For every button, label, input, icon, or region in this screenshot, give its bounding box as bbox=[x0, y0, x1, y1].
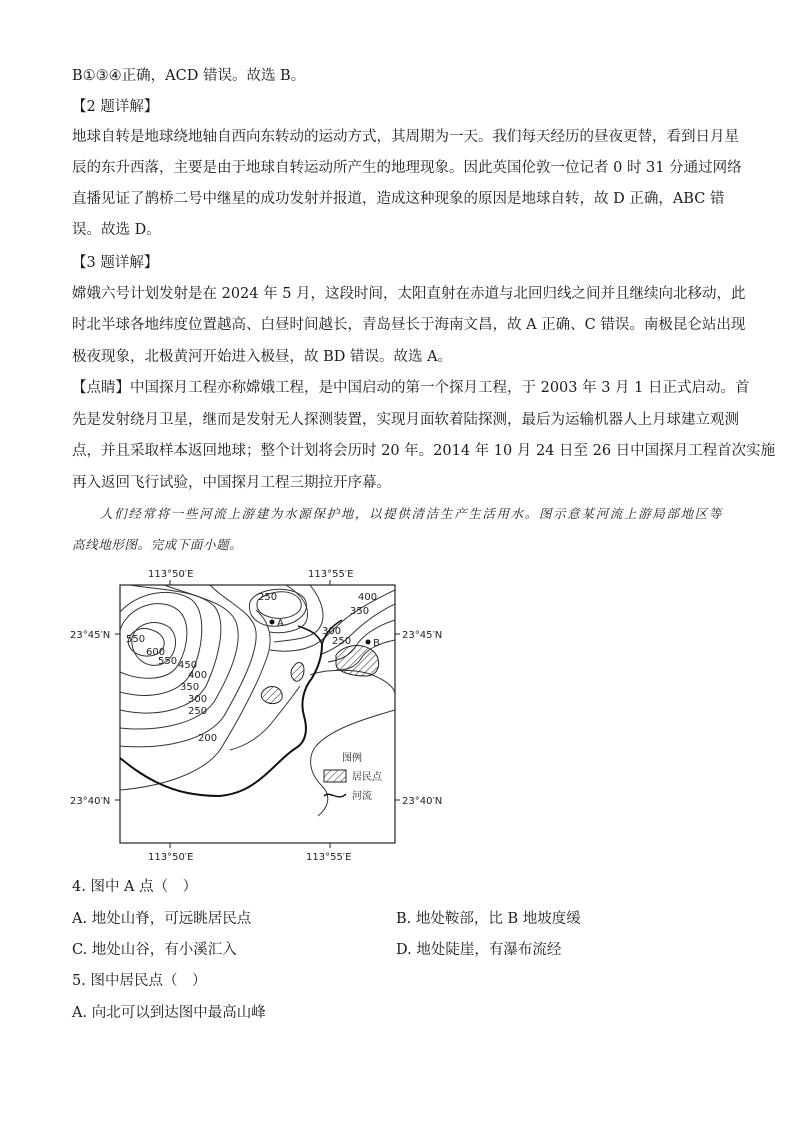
paragraph-line: 直播见证了鹊桥二号中继星的成功发射并报道，造成这种现象的原因是地球自转，故 D 正确，ABC 错 bbox=[72, 191, 725, 207]
contour-label: 450 bbox=[178, 660, 198, 671]
paragraph-line: 辰的东升西落，主要是由于地球自转运动所产生的地理现象。因此英国伦敦一位记者 0 时 31 分通过网络 bbox=[72, 160, 742, 176]
contour-label: 300 bbox=[322, 626, 342, 637]
map-legend bbox=[324, 751, 383, 802]
longitude-label: 113°55′E bbox=[308, 569, 354, 580]
section-heading-q3: 【3 题详解】 bbox=[72, 255, 159, 271]
paragraph-line: 嫦娥六号计划发射是在 2024 年 5 月，这段时间，太阳直射在赤道与北回归线之间并且继续向北移动，此 bbox=[72, 286, 746, 302]
longitude-label: 113°50′E bbox=[148, 852, 194, 863]
question-5-option-a[interactable]: A. 向北可以到达图中最高山峰 bbox=[72, 1005, 266, 1021]
contour-label: 250 bbox=[332, 636, 352, 647]
legend-river-label: 河流 bbox=[352, 791, 372, 802]
intro-line: 高线地形图。完成下面小题。 bbox=[72, 537, 243, 552]
contour-map bbox=[60, 560, 460, 870]
settlement-2 bbox=[261, 687, 282, 704]
answer-text-line: B①③④正确，ACD 错误。故选 B。 bbox=[72, 68, 306, 84]
legend-settlement-swatch bbox=[324, 770, 346, 782]
contour-label: 550 bbox=[158, 656, 178, 667]
section-heading-q2: 【2 题详解】 bbox=[72, 99, 159, 115]
contour-label: 300 bbox=[188, 694, 208, 705]
point-b-marker bbox=[366, 640, 371, 645]
latitude-label: 23°40′N bbox=[70, 796, 111, 807]
longitude-label: 113°55′E bbox=[306, 852, 352, 863]
point-a-marker bbox=[270, 620, 275, 625]
question-4-option-b[interactable]: B. 地处鞍部，比 B 地坡度缓 bbox=[396, 911, 581, 927]
contour-label: 200 bbox=[198, 733, 218, 744]
legend-title: 图例 bbox=[342, 753, 362, 764]
question-4-option-c[interactable]: C. 地处山谷，有小溪汇入 bbox=[72, 942, 237, 958]
paragraph-line: 极夜现象，北极黄河开始进入极昼，故 BD 错误。故选 A。 bbox=[72, 349, 453, 365]
latitude-label: 23°45′N bbox=[70, 630, 111, 641]
paragraph-line: 地球自转是地球绕地轴自西向东转动的运动方式，其周期为一天。我们每天经历的昼夜更替，看到日月星 bbox=[72, 129, 739, 145]
paragraph-line: 再入返回飞行试验，中国探月工程三期拉开序幕。 bbox=[72, 475, 391, 491]
latitude-label: 23°40′N bbox=[402, 796, 443, 807]
legend-settlement-label: 居民点 bbox=[352, 772, 382, 783]
paragraph-line: 时北半球各地纬度位置越高、白昼时间越长，青岛昼长于海南文昌，故 A 正确、C 错误。南极昆仑站出现 bbox=[72, 317, 746, 333]
settlement-1 bbox=[336, 646, 379, 676]
contour-label: 400 bbox=[188, 670, 208, 681]
settlement-3 bbox=[291, 663, 304, 682]
question-4-option-d[interactable]: D. 地处陡崖，有瀑布流经 bbox=[396, 942, 562, 958]
point-b-label: B bbox=[373, 638, 380, 649]
contour-label: 250 bbox=[188, 706, 208, 717]
longitude-label: 113°50′E bbox=[148, 569, 194, 580]
contour-label: 550 bbox=[126, 634, 146, 645]
paragraph-line: 【点睛】中国探月工程亦称嫦娥工程，是中国启动的第一个探月工程，于 2003 年 3 月 1 日正式启动。首 bbox=[72, 380, 750, 396]
question-4-option-a[interactable]: A. 地处山脊，可远眺居民点 bbox=[72, 911, 252, 927]
intro-line: 人们经常将一些河流上游建为水源保护地，以提供清洁生产生活用水。图示意某河流上游局部地区等 bbox=[100, 506, 722, 521]
paragraph-line: 误。故选 D。 bbox=[72, 222, 161, 238]
paragraph-line: 先是发射绕月卫星，继而是发射无人探测装置，实现月面软着陆探测，最后为运输机器人上月球建立观测 bbox=[72, 412, 739, 428]
question-4-stem: 4. 图中 A 点（ ） bbox=[72, 879, 198, 895]
contour-label: 350 bbox=[180, 682, 200, 693]
contour-label: 350 bbox=[350, 606, 370, 617]
point-a-label: A bbox=[277, 618, 284, 629]
latitude-label: 23°45′N bbox=[402, 630, 443, 641]
question-5-stem: 5. 图中居民点（ ） bbox=[72, 973, 207, 989]
contour-label: 400 bbox=[358, 592, 378, 603]
contour-label: 600 bbox=[146, 647, 166, 658]
contour-label: 250 bbox=[258, 592, 278, 603]
paragraph-line: 点，并且采取样本返回地球；整个计划将会历时 20 年。2014 年 10 月 24 日至 26 日中国探月工程首次实施 bbox=[72, 443, 776, 459]
